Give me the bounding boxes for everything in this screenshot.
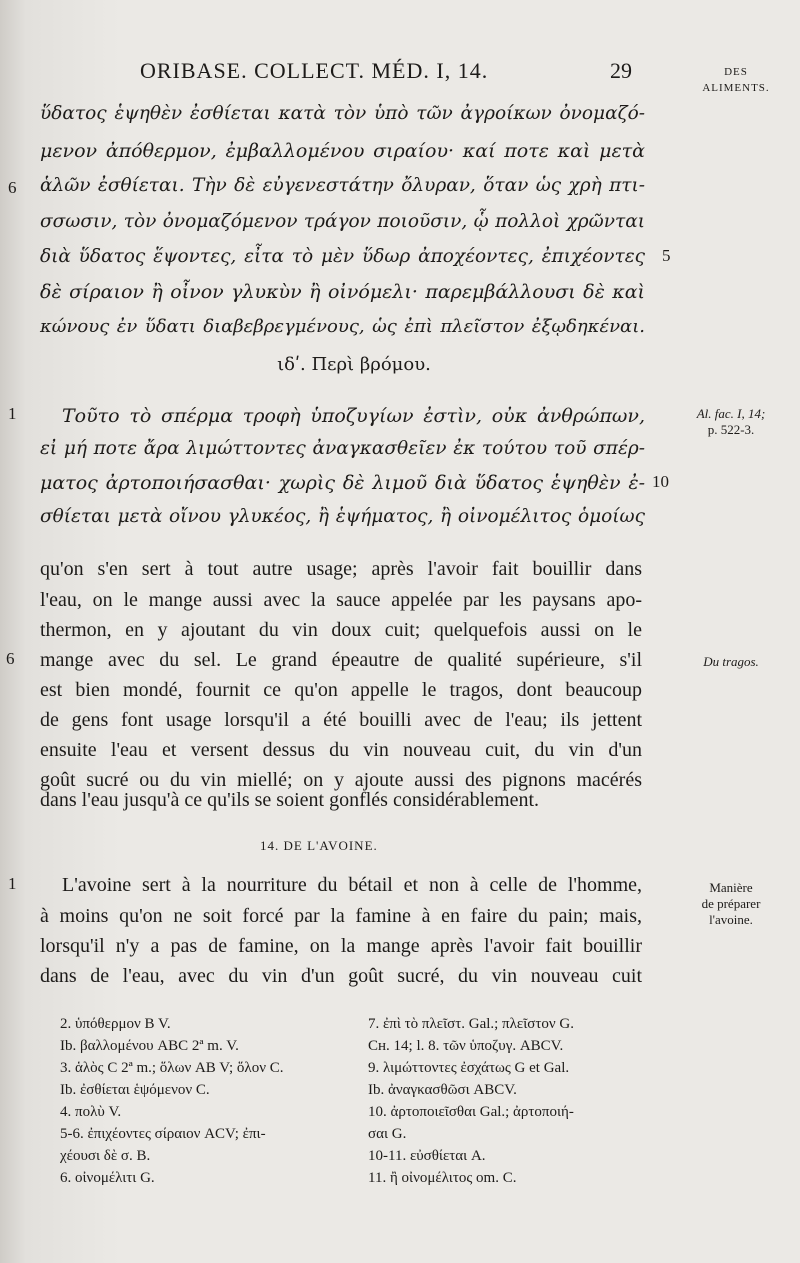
margin-note-line-3: l'avoine.: [709, 912, 753, 927]
greek-line: διὰ ὕδατος ἕψοντες, εἶτα τὸ μὲν ὕδωρ ἀποχέοντες, ἐπιχέοντες: [40, 246, 645, 267]
french-line: thermon, en y ajoutant du vin doux cuit; quelquefois aussi on le: [40, 619, 642, 641]
margin-note-line-1: Manière: [709, 880, 753, 895]
footnote: 5-6. ἐπιχέοντες σίραιον ACV; ἐπι-: [60, 1126, 266, 1142]
greek-line: εἰ μή ποτε ἄρα λιμώττοντες ἀναγκασθεῖεν ἐκ τούτου τοῦ σπέρ-: [40, 438, 645, 459]
source-reference: [672, 406, 790, 438]
margin-note-line-2: de préparer: [701, 896, 761, 911]
footnote: 11. ἢ οἰνομέλιτος om. C.: [368, 1170, 517, 1186]
line-number: 10: [652, 472, 669, 491]
line-number: 5: [662, 246, 671, 265]
french-chapter-heading: 14. DE L'AVOINE.: [260, 838, 378, 853]
footnote: Ib. ἀναγκασθῶσι ABCV.: [368, 1082, 517, 1098]
french-line: lorsqu'il n'y a pas de famine, on la mange après l'avoir fait bouillir: [40, 935, 642, 957]
greek-line: σσωσιν, τὸν ὀνομαζόμενον τράγον ποιοῦσιν, ᾧ πολλοὶ χρῶνται: [40, 211, 645, 232]
page-number: 29: [610, 58, 632, 83]
french-line: de gens font usage lorsqu'il a été bouilli avec de l'eau; ils jettent: [40, 709, 642, 731]
greek-line: ματος ἀρτοποιήσασθαι· χωρὶς δὲ λιμοῦ διὰ ὕδατος ἑψηθὲν ἐ-: [40, 472, 645, 494]
margin-note-maniere: [672, 880, 790, 928]
footnote: Ib. ἐσθίεται ἑψόμενον C.: [60, 1082, 210, 1098]
footnote: 7. ἐπὶ τὸ πλεῖστ. Gal.; πλεῖστον G.: [368, 1016, 574, 1032]
french-line: L'avoine sert à la nourriture du bétail et non à celle de l'homme,: [62, 874, 642, 896]
french-line: est bien mondé, fournit ce qu'on appelle le tragos, dont beaucoup: [40, 679, 642, 701]
line-number: 1: [8, 874, 17, 893]
source-ref-line-1: Al. fac. I, 14;: [696, 406, 766, 421]
greek-line: σθίεται μετὰ οἴνου γλυκέος, ἢ ἑψήματος, ἢ οἰνομέλιτος ὁμοίως: [40, 506, 645, 527]
footnote: 6. οἰνομέλιτι G.: [60, 1170, 155, 1186]
greek-line: Τοῦτο τὸ σπέρμα τροφὴ ὑποζυγίων ἐστὶν, οὐκ ἀνθρώπων,: [62, 405, 645, 427]
footnote: Ib. βαλλομένου ABC 2ª m. V.: [60, 1038, 239, 1054]
side-title-line-1: DES: [724, 66, 748, 78]
footnote: 10-11. εὐσθίεται A.: [368, 1148, 486, 1164]
french-line: mange avec du sel. Le grand épeautre de qualité supérieure, s'il: [40, 649, 642, 671]
french-line: dans l'eau jusqu'à ce qu'ils se soient gonflés considérablement.: [40, 789, 540, 811]
side-running-title: [686, 64, 786, 96]
footnote: 10. ἀρτοποιεῖσθαι Gal.; ἀρτοποιή-: [368, 1104, 574, 1120]
line-number: 1: [8, 404, 17, 423]
footnote: 4. πολὺ V.: [60, 1104, 122, 1120]
line-number: 6: [8, 178, 17, 197]
greek-line: μενον ἀπόθερμον, ἐμβαλλομένου σιραίου· καί ποτε καὶ μετὰ: [40, 140, 645, 162]
footnote: 9. λιμώττοντες ἐσχάτως G et Gal.: [368, 1060, 570, 1076]
footnote: χέουσι δὲ σ. B.: [60, 1148, 151, 1164]
greek-chapter-heading-text: ιδʹ. Περὶ βρόμου.: [277, 354, 431, 375]
french-line: goût sucré ou du vin miellé; on y ajoute aussi des pignons macérés: [40, 769, 642, 791]
line-number: 6: [6, 649, 15, 668]
greek-line: κώνους ἐν ὕδατι διαβεβρεγμένους, ὡς ἐπὶ πλεῖστον ἐξῳδηκέναι.: [40, 316, 645, 337]
french-line: qu'on s'en sert à tout autre usage; après l'avoir fait bouillir dans: [40, 558, 642, 580]
greek-line: ὕδατος ἑψηθὲν ἐσθίεται κατὰ τὸν ὑπὸ τῶν ἀγροίκων ὀνομαζό-: [40, 103, 645, 124]
side-title-line-2: ALIMENTS.: [702, 82, 770, 94]
greek-chapter-heading: [0, 354, 800, 375]
greek-line: ἁλῶν ἐσθίεται. Τὴν δὲ εὐγενεστάτην ὄλυραν, ὅταν ὡς χρὴ πτι-: [40, 175, 645, 196]
footnote: Cн. 14; l. 8. τῶν ὑποζυγ. ABCV.: [368, 1038, 564, 1054]
running-title: ORIBASE. COLLECT. MÉD. I, 14.: [140, 58, 489, 83]
footnote: 3. ἁλὸς C 2ª m.; ὅλων AB V; ὅλον C.: [60, 1060, 284, 1076]
french-line: l'eau, on le mange aussi avec la sauce appelée par les paysans apo-: [40, 589, 642, 611]
french-line: ensuite l'eau et versent dessus du vin nouveau cuit, du vin d'un: [40, 739, 642, 761]
french-line: dans de l'eau, avec du vin d'un goût sucré, du vin nouveau cuit: [40, 965, 642, 987]
footnote: σαι G.: [368, 1126, 407, 1142]
footnote: 2. ὑπόθερμον B V.: [60, 1016, 171, 1032]
margin-note-du-tragos: Du tragos.: [703, 654, 759, 669]
greek-line: δὲ σίραιον ἢ οἶνον γλυκὺν ἢ οἰνόμελι· παρεμβάλλουσι δὲ καὶ: [40, 281, 645, 303]
french-line: à moins qu'on ne soit forcé par la famine à en faire du pain; mais,: [40, 905, 642, 927]
source-ref-line-2: p. 522-3.: [707, 422, 755, 437]
